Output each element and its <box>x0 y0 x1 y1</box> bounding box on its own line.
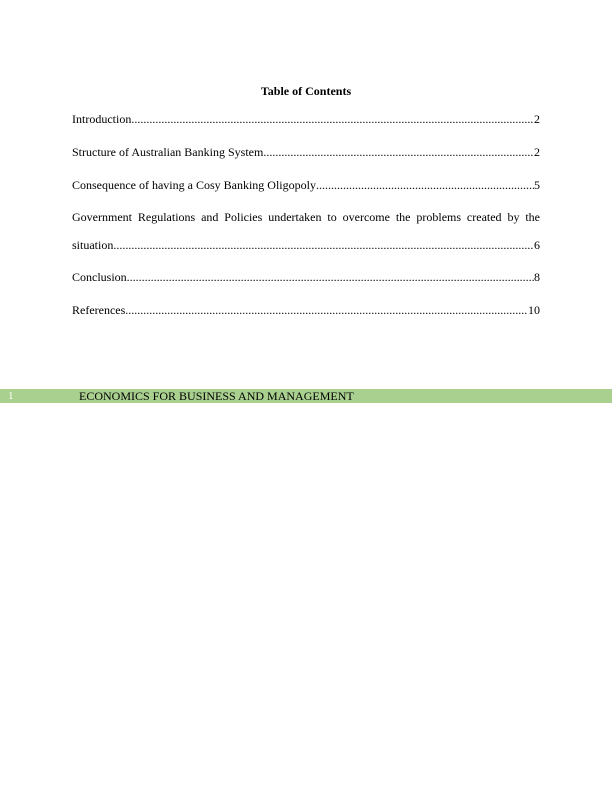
toc-leader-dots <box>125 302 528 318</box>
toc-entry-label: Structure of Australian Banking System <box>72 145 264 159</box>
toc-entry-label: References <box>72 303 126 317</box>
toc-entry-government-regulations[interactable] <box>72 209 540 253</box>
toc-entry-page: 8 <box>534 270 540 284</box>
toc-entry-label: Conclusion <box>72 270 127 284</box>
footer-page-number: 1 <box>8 390 14 402</box>
toc-entry-label: Consequence of having a Cosy Banking Oligopoly <box>72 178 316 192</box>
toc-entry-consequence[interactable] <box>72 177 540 193</box>
toc-entry-page: 5 <box>534 178 540 192</box>
toc-entry-page: 2 <box>534 145 540 159</box>
toc-entry-references[interactable] <box>72 302 540 318</box>
toc-entry-page: 6 <box>534 238 540 252</box>
toc-entry-page: 10 <box>528 303 540 317</box>
toc-entry-conclusion[interactable] <box>72 269 540 285</box>
toc-entry-label-continued: situation <box>72 238 114 252</box>
toc-entry-page: 2 <box>534 112 540 126</box>
toc-entry-structure[interactable] <box>72 144 540 160</box>
toc-leader-dots <box>127 269 534 285</box>
footer-bar <box>0 389 612 403</box>
toc-leader-dots <box>131 111 534 127</box>
toc-leader-dots <box>263 144 534 160</box>
toc-leader-dots <box>316 177 534 193</box>
toc-entry-label: Introduction <box>72 112 132 126</box>
toc-entry-second-line <box>72 237 540 253</box>
footer-title: ECONOMICS FOR BUSINESS AND MANAGEMENT <box>79 389 354 403</box>
toc-leader-dots <box>113 237 534 253</box>
toc-entry-introduction[interactable] <box>72 111 540 127</box>
toc-entry-label: Government Regulations and Policies undertaken to overcome the problems created by the <box>72 210 540 224</box>
toc-title: Table of Contents <box>260 84 352 98</box>
